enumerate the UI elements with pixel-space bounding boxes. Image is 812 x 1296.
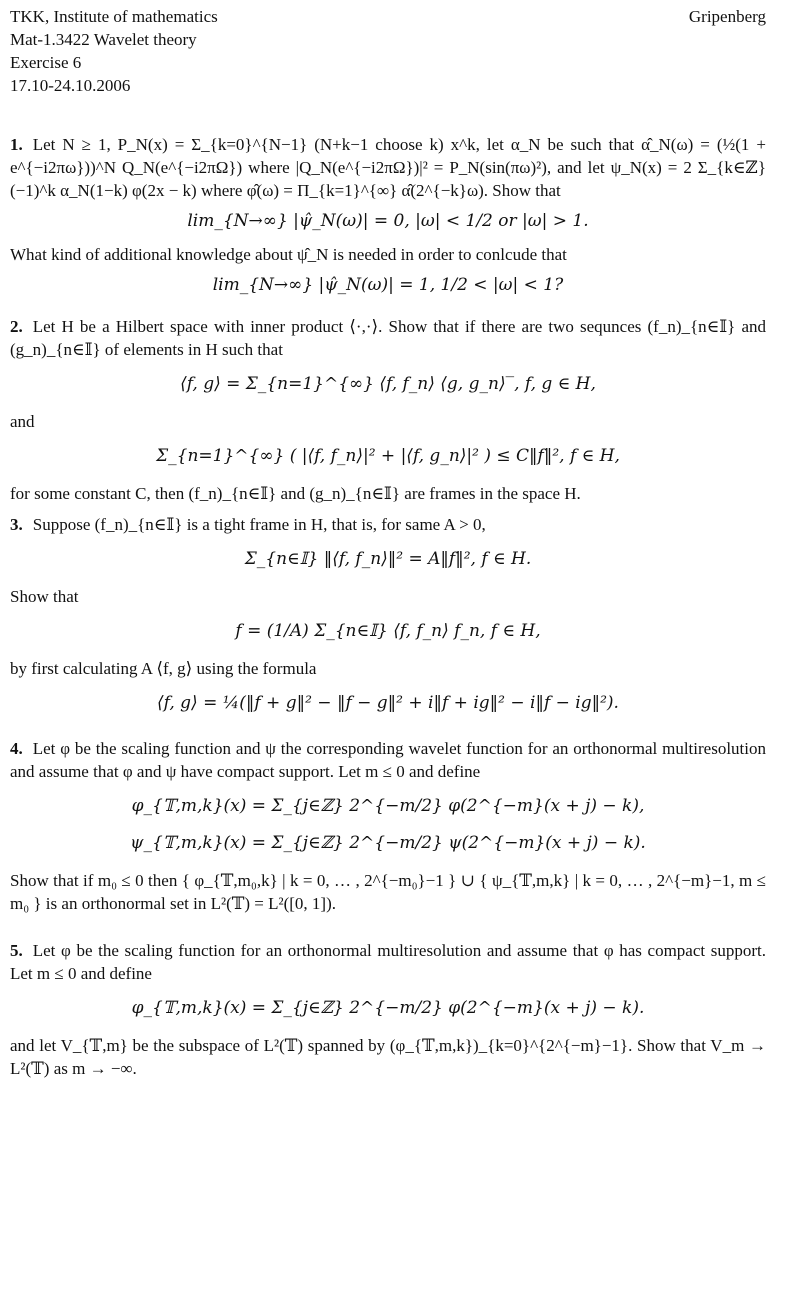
equation: Σ_{n=1}^{∞} ( |⟨f, f_n⟩|² + |⟨f, g_n⟩|² ) ≤ C‖f‖², f ∈ H, bbox=[156, 446, 620, 466]
exercise-text: and let V_{𝕋,m} be the subspace of L²(𝕋) spanned by (φ_{𝕋,m,k})_{k=0}^{2^{−m}−1}. Show that V_m → L²(𝕋) as m → −∞. bbox=[10, 1036, 766, 1078]
exercise-text: Let φ be the scaling function for an orthonormal multiresolution and assume that φ has compact support. Let m ≤ 0 and define bbox=[10, 941, 766, 983]
exercise-text: Suppose (f_n)_{n∈𝕀} is a tight frame in H, that is, for same A > 0, bbox=[32, 515, 486, 534]
header-exercise: Exercise 6 bbox=[10, 53, 82, 72]
header-institute: TKK, Institute of mathematics bbox=[10, 7, 218, 26]
exercise-text: Let H be a Hilbert space with inner product ⟨·,·⟩. Show that if there are two sequnces (f_n)_{n∈𝕀} and (g_n)_{n∈𝕀} of elements in H such that bbox=[10, 317, 766, 359]
exercise-text: Show that bbox=[10, 587, 79, 606]
exercise-number: 2. bbox=[10, 317, 23, 336]
equation: lim_{N→∞} |ψ̂_N(ω)| = 0, |ω| < 1/2 or |ω| > 1. bbox=[187, 211, 589, 231]
document-page bbox=[10, 5, 766, 1080]
header-dates: 17.10-24.10.2006 bbox=[10, 76, 131, 95]
equation: ⟨f, g⟩ = ¼(‖f + g‖² − ‖f − g‖² + i‖f + ig‖² − i‖f − ig‖²). bbox=[157, 693, 619, 713]
exercise-text: Show that if m₀ ≤ 0 then { φ_{𝕋,m₀,k} | k = 0, … , 2^{−m₀}−1 } ∪ { ψ_{𝕋,m,k} | k = 0, … , 2^{−m}−1, m ≤ m₀ } is an orthonormal set in L²(𝕋) = L²([0, 1]). bbox=[10, 871, 766, 913]
exercise-5 bbox=[10, 939, 766, 1080]
exercise-text: Let N ≥ 1, P_N(x) = Σ_{k=0}^{N−1} (N+k−1 choose k) x^k, let α_N be such that α̂_N(ω) = (½(1 + e^{−i2πω}))^N Q_N(e^{−i2πΩ}) where |Q_N(e^{−i2πΩ})|² = P_N(sin(πω)²), and let ψ_N(x) = 2 Σ_{k∈ℤ} (−1)^k α_N(1−k) φ(2x − k) where φ̂(ω) = Π_{k=1}^{∞} α̂(2^{−k}ω). Show that bbox=[10, 135, 766, 200]
equation: ψ_{𝕋,m,k}(x) = Σ_{j∈ℤ} 2^{−m/2} ψ(2^{−m}(x + j) − k). bbox=[130, 833, 646, 853]
exercise-number: 4. bbox=[10, 739, 23, 758]
equation: Σ_{n∈𝕀} ‖⟨f, f_n⟩‖² = A‖f‖², f ∈ H. bbox=[244, 549, 532, 569]
exercise-2 bbox=[10, 315, 766, 505]
exercise-text: for some constant C, then (f_n)_{n∈𝕀} and (g_n)_{n∈𝕀} are frames in the space H. bbox=[10, 484, 581, 503]
exercise-number: 1. bbox=[10, 135, 23, 154]
exercise-number: 3. bbox=[10, 515, 23, 534]
exercise-text: by first calculating A ⟨f, g⟩ using the formula bbox=[10, 659, 317, 678]
header-course-info bbox=[10, 5, 766, 97]
exercise-4 bbox=[10, 737, 766, 915]
exercise-3 bbox=[10, 513, 766, 715]
document-header bbox=[10, 5, 766, 97]
equation: f = (1/A) Σ_{n∈𝕀} ⟨f, f_n⟩ f_n, f ∈ H, bbox=[235, 621, 541, 641]
equation: φ_{𝕋,m,k}(x) = Σ_{j∈ℤ} 2^{−m/2} φ(2^{−m}(x + j) − k). bbox=[131, 998, 645, 1018]
exercise-text: and bbox=[10, 412, 35, 431]
equation: φ_{𝕋,m,k}(x) = Σ_{j∈ℤ} 2^{−m/2} φ(2^{−m}(x + j) − k), bbox=[131, 796, 645, 816]
exercise-1 bbox=[10, 133, 766, 297]
equation: ⟨f, g⟩ = Σ_{n=1}^{∞} ⟨f, f_n⟩ ⟨g, g_n⟩‾, f, g ∈ H, bbox=[180, 374, 596, 394]
exercise-number: 5. bbox=[10, 941, 23, 960]
header-author: Gripenberg bbox=[688, 7, 766, 26]
exercise-text: Let φ be the scaling function and ψ the corresponding wavelet function for an orthonormal multiresolution and assume that φ and ψ have compact support. Let m ≤ 0 and define bbox=[10, 739, 766, 781]
exercise-text: What kind of additional knowledge about ψ̂_N is needed in order to conlcude that bbox=[10, 245, 567, 264]
equation: lim_{N→∞} |ψ̂_N(ω)| = 1, 1/2 < |ω| < 1? bbox=[212, 275, 564, 295]
header-course: Mat-1.3422 Wavelet theory bbox=[10, 30, 197, 49]
